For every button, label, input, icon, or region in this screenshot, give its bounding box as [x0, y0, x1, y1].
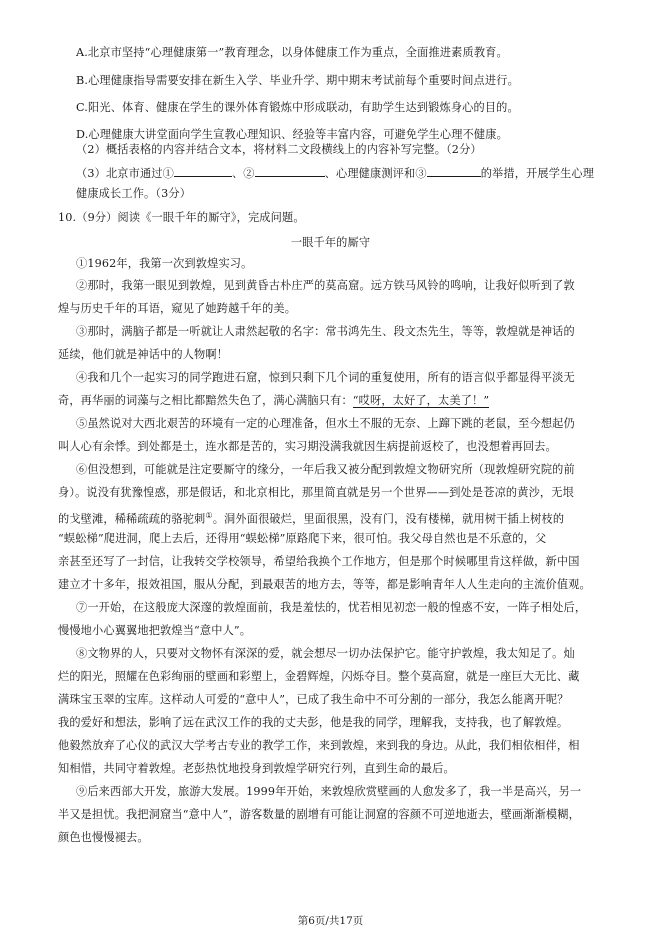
- option-a: A.北京市坚持“心理健康第一”教育理念，以身体健康工作为重点，全面推进素质教育。: [76, 46, 508, 59]
- paragraph-line: 他毅然放弃了心仪的武汉大学考古专业的教学工作，来到敦煌，来到我的身边。从此，我们相依相伴，相: [58, 739, 580, 752]
- paragraph-line: ⑨后来西部大开发，旅游大发展。1999年开始，来敦煌欣赏壁画的人愈发多了，我一半是高兴，另一: [76, 785, 582, 798]
- paragraph-line: ②那时，我第一眼见到敦煌，见到黄昏古朴庄严的莫高窟。远方铁马风铃的鸣响，让我好似听到了敦: [76, 279, 575, 292]
- paragraph-line: ③那时，满脑子都是一听就让人肃然起敬的名字：常书鸿先生、段文杰先生，等等，敦煌就是神话的: [76, 325, 575, 338]
- paragraph-line: 知相惜，共同守着敦煌。老彭热忱地投身到敦煌学研究行列，直到生命的最后。: [58, 762, 455, 775]
- paragraph-text: 。洞外面很破烂，里面很黑，没有门，没有楼梯，就用树干插上树枝的: [212, 512, 565, 526]
- option-d: D.心理健康大讲堂面向学生宣教心理知识、经验等丰富内容，可避免学生心理不健康。: [76, 128, 508, 141]
- paragraph-text: 的戈壁滩，稀稀疏疏的骆驼刺: [58, 512, 206, 526]
- paragraph-line: 烂的阳光，照耀在色彩绚丽的壁画和彩塑上，金碧辉煌，闪烁夺目。整个莫高窟，就是一座巨大无比、藏: [58, 670, 580, 683]
- option-b: B.心理健康指导需要安排在新生入学、毕业升学、期中期末考试前每个重要时间点进行。: [76, 74, 519, 87]
- paragraph-line: 慢慢地小心翼翼地把敦煌当“意中人”。: [58, 624, 252, 637]
- paragraph-line: 半又是担忧。我把洞窟当“意中人”，游客数量的剧增有可能让洞窟的容颜不可逆地逝去，壁画渐渐模糊，: [58, 808, 580, 821]
- question-10: 10.（9分）阅读《一眼千年的厮守》，完成问题。: [58, 211, 305, 224]
- page-footer: 第6页/共17页: [297, 915, 364, 927]
- paragraph-line: ⑧文物界的人，只要对文物怀有深深的爱，就会想尽一切办法保护它。能守护敦煌，我太知足了。灿: [76, 647, 575, 660]
- q3-mark2: 、②: [231, 167, 255, 180]
- question-3-line2: 健康成长工作。（3分）: [76, 187, 192, 200]
- paragraph-line: 延续，他们就是神话中的人物啊！: [58, 348, 229, 361]
- paragraph-line: ⑦一开始，在这般庞大深邃的敦煌面前，我是羞怯的，忧若相见初恋一般的惶惑不安，一阵子相处后，: [76, 601, 587, 614]
- paragraph-line: ④我和几个一起实习的同学跑进石窟，惊到只剩下几个词的重复使用，所有的语言似乎都显得平淡无: [76, 371, 575, 384]
- paragraph-line: 亲甚至还写了一封信，让我转交学校领导，希望给我换个工作地方，但是那个时候哪里肯这样做，新中国: [58, 555, 580, 568]
- paragraph-text: 奇，再华丽的词藻与之相比都黯然失色了，满心满脑只有：: [58, 394, 353, 407]
- option-c: C.阳光、体育、健康在学生的课外体育锻炼中形成联动，有助学生达到锻炼身心的目的。: [76, 101, 519, 114]
- question-2: （2）概括表格的内容并结合文本，将材料二文段横线上的内容补写完整。（2分）: [76, 143, 482, 156]
- paragraph-line: 煌与历史千年的耳语，窥见了她跨越千年的美。: [58, 302, 297, 315]
- q3-mid: 、心理健康测评和③: [324, 167, 427, 180]
- exclamation-quote: “哎呀，太好了，太美了！”: [352, 394, 490, 407]
- question-3-line1: [76, 164, 594, 182]
- paragraph-line: 叫人心有余悸。到处都是土，连水都是苦的，实习期没满我就因生病提前返校了，也没想着再回去。: [58, 440, 557, 453]
- q3-prefix: （3）北京市通过①: [76, 167, 174, 180]
- article-title: 一眼千年的厮守: [290, 236, 371, 249]
- paragraph-line: 身）。说没有犹豫惶惑，那是假话，和北京相比，那里简直就是另一个世界——到处是苍凉的黄沙，无垠: [58, 486, 574, 499]
- paragraph-line: ⑥但没想到，可能就是注定要厮守的缘分，一年后我又被分配到敦煌文物研究所（现敦煌研究院的前: [76, 463, 575, 476]
- paragraph-line: “蜈蚣梯”爬进洞，爬上去后，还得用“蜈蚣梯”原路爬下来，很可怕。我父母自然也是不乐意的，父: [58, 532, 547, 545]
- paragraph-line: [58, 393, 489, 409]
- q3-suffix: 的举措，开展学生心理: [480, 167, 595, 180]
- answer-blank-3[interactable]: [427, 164, 481, 177]
- answer-blank-2[interactable]: [255, 164, 325, 177]
- paragraph-line: ①1962年，我第一次到敦煌实习。: [76, 257, 253, 270]
- paragraph-line: ⑤虽然说对大西北艰苦的环境有一定的心理准备，但水土不服的无奈、上蹿下跳的老鼠，至今想起仍: [76, 417, 575, 430]
- paragraph-line: 满珠宝玉翠的宝库。这样动人可爱的“意中人”，已成了我生命中不可分割的一部分，我怎么能离开呢？: [58, 693, 569, 706]
- paragraph-line: 我的爱好和想法，影响了远在武汉工作的我的丈夫彭，他是我的同学，理解我，支持我，也了解敦煌。: [58, 716, 569, 729]
- paragraph-line: 颜色也慢慢褪去。: [58, 831, 149, 844]
- paragraph-line: 建立才十多年，报效祖国，服从分配，到最艰苦的地方去，等等，都是影响青年人人生走向的主流价值观。: [58, 578, 591, 591]
- answer-blank-1[interactable]: [174, 164, 232, 177]
- paragraph-line: [58, 508, 564, 528]
- footnote-marker: ①: [205, 511, 213, 520]
